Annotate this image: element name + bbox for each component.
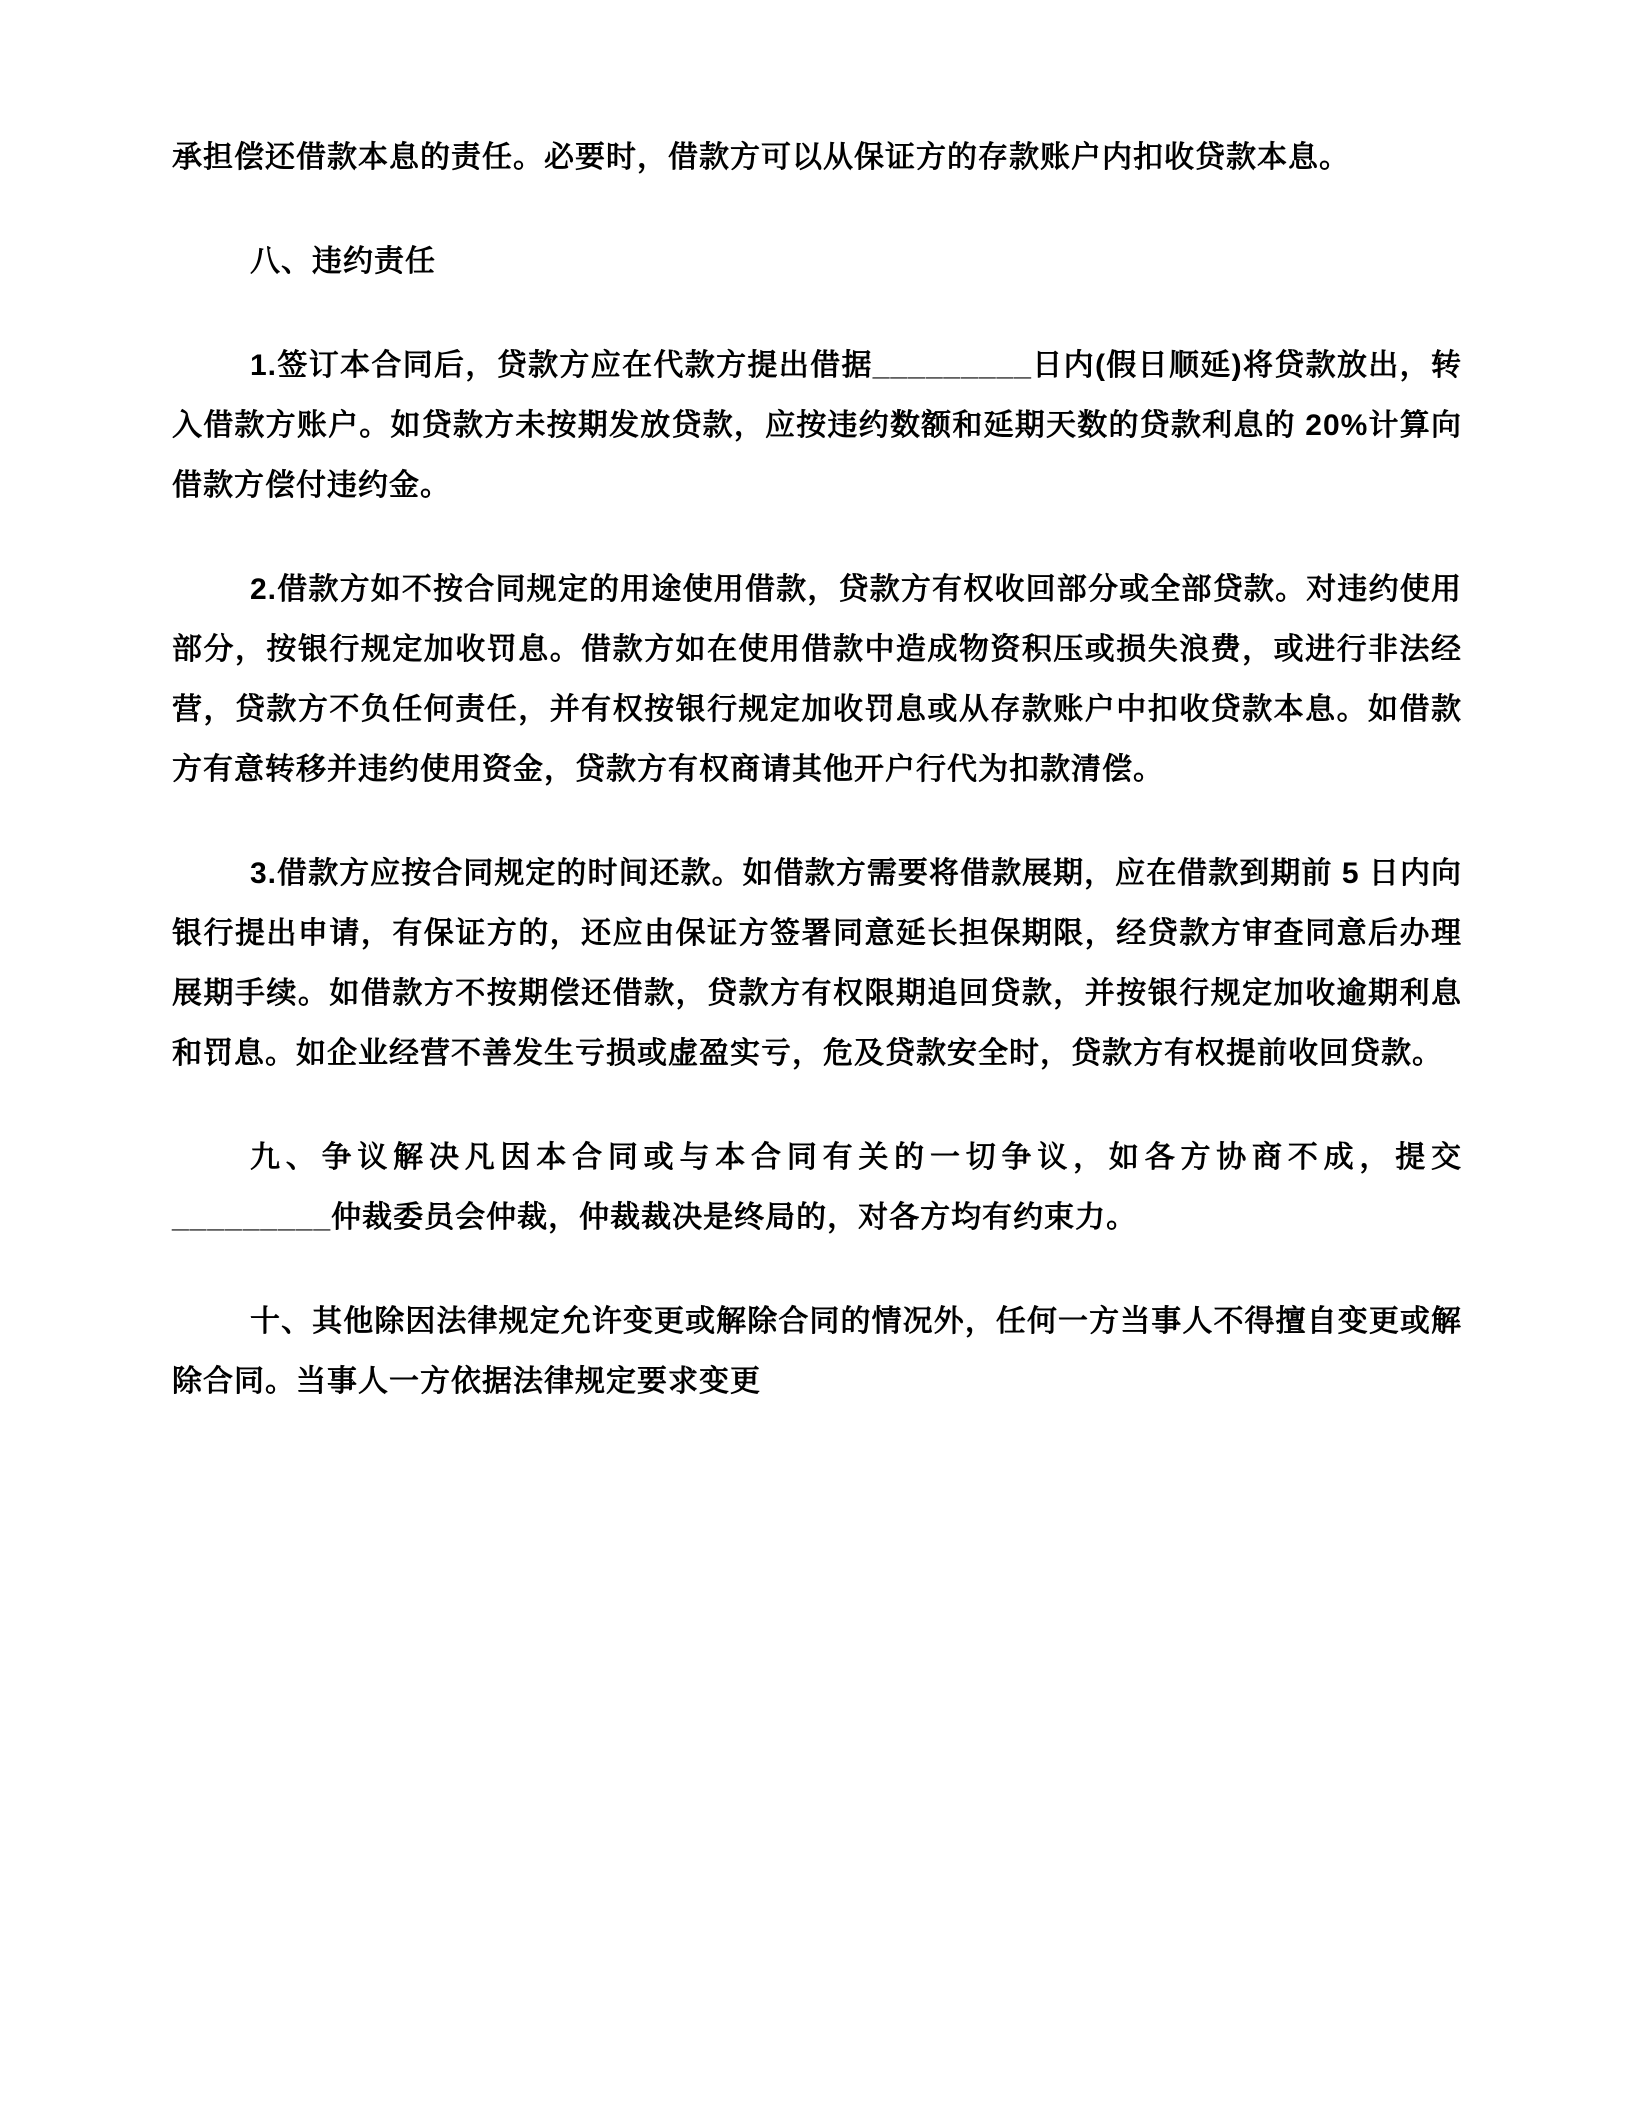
document-body xyxy=(172,128,1462,1412)
paragraph: 十、其他除因法律规定允许变更或解除合同的情况外，任何一方当事人不得擅自变更或解除合同。当事人一方依据法律规定要求变更 xyxy=(172,1305,1462,1398)
paragraph: 承担偿还借款本息的责任。必要时，借款方可以从保证方的存款账户内扣收贷款本息。 xyxy=(172,141,1350,174)
paragraph: 1.签订本合同后，贷款方应在代款方提出借据_________日内(假日顺延)将贷款放出，转入借款方账户。如贷款方未按期发放贷款，应按违约数额和延期天数的贷款利息的 20%计算向借款方偿付违约金。 xyxy=(172,349,1462,502)
paragraph: 3.借款方应按合同规定的时间还款。如借款方需要将借款展期，应在借款到期前 5 日内向银行提出申请，有保证方的，还应由保证方签署同意延长担保期限，经贷款方审查同意后办理展期手续。如借款方不按期偿还借款，贷款方有权限期追回贷款，并按银行规定加收逾期利息和罚息。如企业经营不善发生亏损或虚盈实亏，危及贷款安全时，贷款方有权提前收回贷款。 xyxy=(172,857,1462,1070)
paragraph: 八、违约责任 xyxy=(250,245,436,278)
paragraph: 九、争议解决凡因本合同或与本合同有关的一切争议，如各方协商不成，提交_________仲裁委员会仲裁，仲裁裁决是终局的，对各方均有约束力。 xyxy=(172,1141,1462,1234)
paragraph: 2.借款方如不按合同规定的用途使用借款，贷款方有权收回部分或全部贷款。对违约使用部分，按银行规定加收罚息。借款方如在使用借款中造成物资积压或损失浪费，或进行非法经营，贷款方不负任何责任，并有权按银行规定加收罚息或从存款账户中扣收贷款本息。如借款方有意转移并违约使用资金，贷款方有权商请其他开户行代为扣款清偿。 xyxy=(172,573,1462,786)
